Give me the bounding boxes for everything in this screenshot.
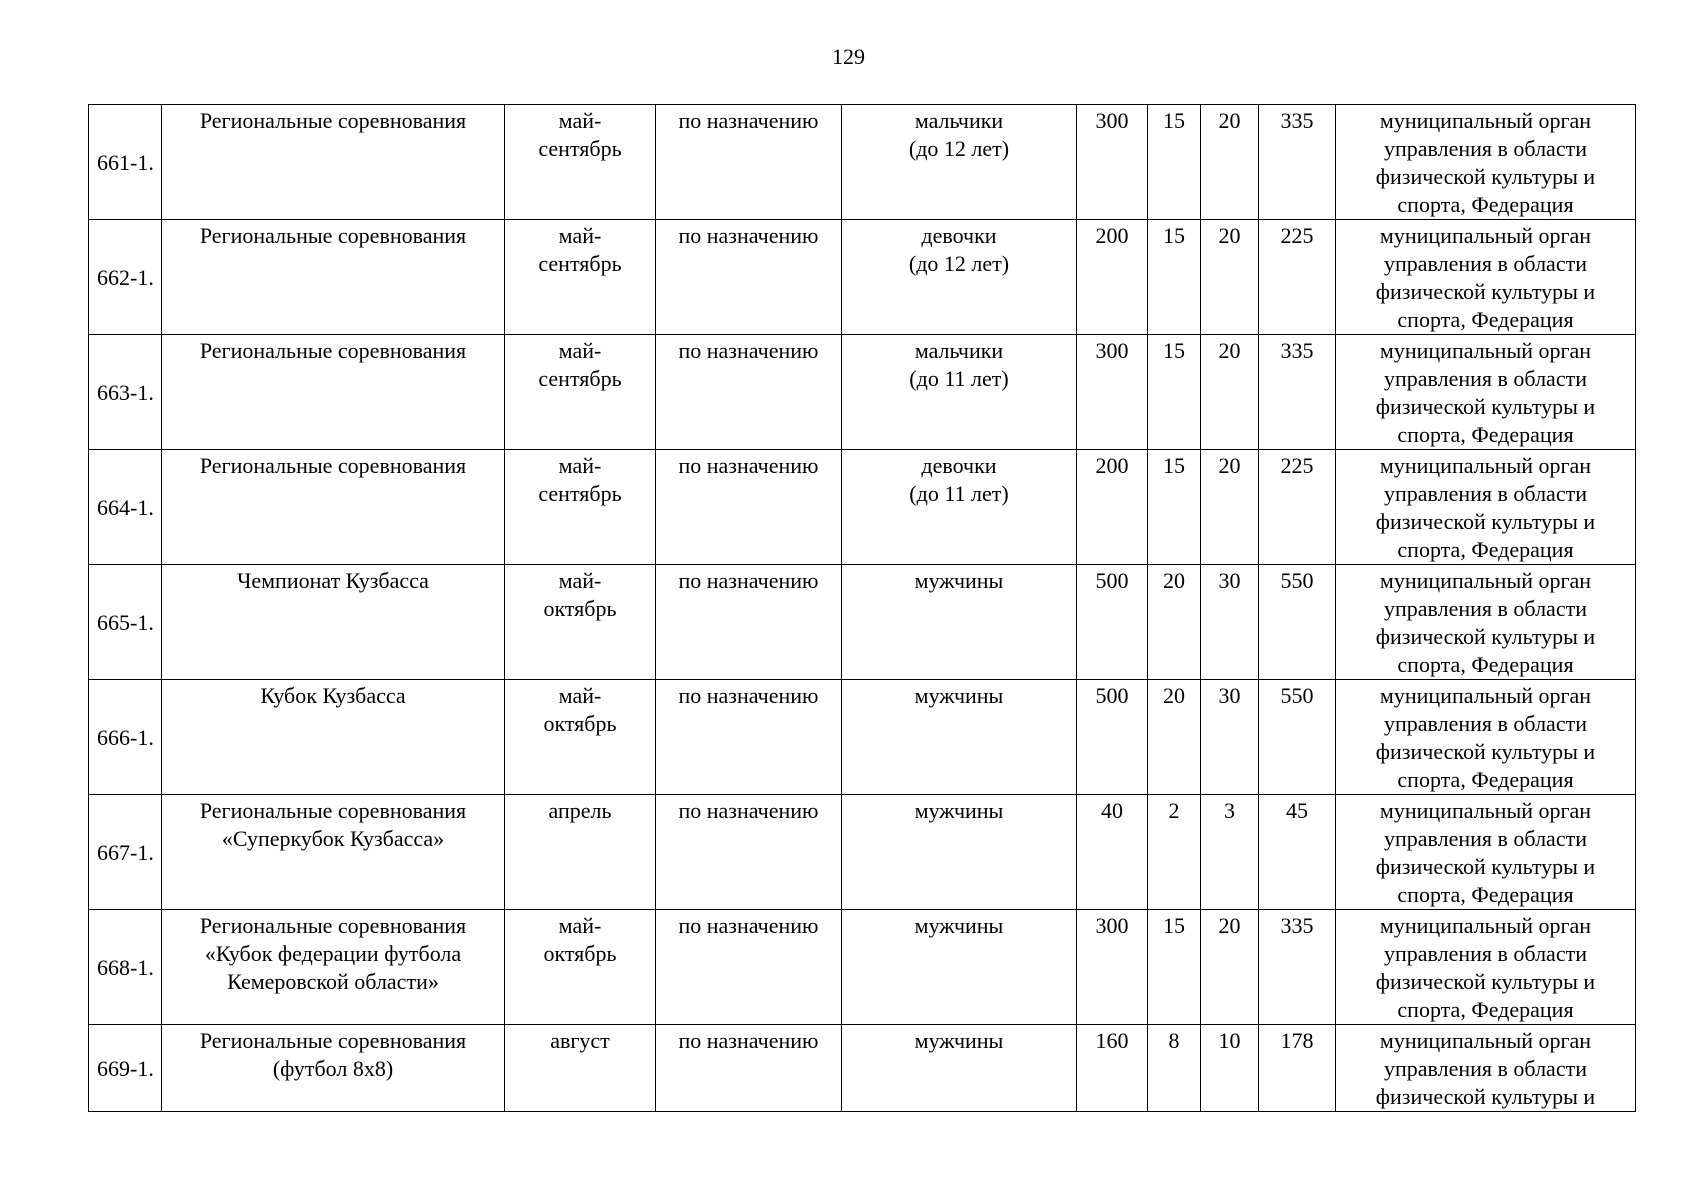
event-name-cell bbox=[162, 1025, 505, 1112]
organizer-line: физической культуры и bbox=[1375, 1084, 1596, 1109]
event-period-cell bbox=[505, 105, 656, 220]
event-period-line: май- bbox=[558, 338, 602, 363]
participant-group-line: (до 11 лет) bbox=[909, 366, 1009, 391]
count-coaches-cell: 15 bbox=[1148, 335, 1201, 450]
participant-group-cell bbox=[842, 220, 1077, 335]
event-period-cell bbox=[505, 795, 656, 910]
participant-group-cell bbox=[842, 910, 1077, 1025]
participant-group-cell bbox=[842, 335, 1077, 450]
event-name-cell bbox=[162, 565, 505, 680]
count-total-cell: 45 bbox=[1259, 795, 1336, 910]
event-period-line: май- bbox=[558, 108, 602, 133]
organizer-cell bbox=[1336, 910, 1636, 1025]
count-total-cell: 550 bbox=[1259, 565, 1336, 680]
event-name-cell bbox=[162, 450, 505, 565]
count-coaches-cell: 15 bbox=[1148, 105, 1201, 220]
count-participants-cell: 500 bbox=[1077, 680, 1148, 795]
event-period-cell bbox=[505, 1025, 656, 1112]
organizer-line: спорта, Федерация bbox=[1397, 767, 1574, 792]
event-period-cell bbox=[505, 565, 656, 680]
event-period-line: октябрь bbox=[543, 941, 617, 966]
organizer-line: спорта, Федерация bbox=[1397, 307, 1574, 332]
count-participants-cell: 300 bbox=[1077, 335, 1148, 450]
organizer-line: управления в области bbox=[1384, 481, 1587, 506]
organizer-cell bbox=[1336, 565, 1636, 680]
organizer-line: управления в области bbox=[1384, 366, 1587, 391]
event-period-line: апрель bbox=[548, 798, 612, 823]
count-coaches-cell: 15 bbox=[1148, 220, 1201, 335]
participant-group-line: мужчины bbox=[914, 798, 1004, 823]
organizer-line: спорта, Федерация bbox=[1397, 192, 1574, 217]
organizer-line: управления в области bbox=[1384, 711, 1587, 736]
organizer-line: муниципальный орган bbox=[1379, 683, 1592, 708]
count-coaches-cell: 15 bbox=[1148, 450, 1201, 565]
table-row bbox=[89, 220, 1636, 335]
organizer-line: муниципальный орган bbox=[1379, 338, 1592, 363]
organizer-line: физической культуры и bbox=[1375, 394, 1596, 419]
organizer-cell bbox=[1336, 795, 1636, 910]
organizer-cell bbox=[1336, 450, 1636, 565]
event-period-line: май- bbox=[558, 683, 602, 708]
organizer-cell bbox=[1336, 220, 1636, 335]
participant-group-cell bbox=[842, 795, 1077, 910]
count-participants-cell: 200 bbox=[1077, 450, 1148, 565]
row-number-cell: 665-1. bbox=[89, 565, 162, 680]
event-name-line: Кубок Кузбасса bbox=[260, 683, 406, 708]
organizer-cell bbox=[1336, 105, 1636, 220]
organizer-line: спорта, Федерация bbox=[1397, 652, 1574, 677]
participant-group-line: мужчины bbox=[914, 683, 1004, 708]
event-venue-cell: по назначению bbox=[656, 220, 842, 335]
count-judges-cell: 20 bbox=[1201, 105, 1259, 220]
participant-group-line: (до 11 лет) bbox=[909, 481, 1009, 506]
event-name-line: «Суперкубок Кузбасса» bbox=[221, 826, 445, 851]
event-name-line: Кемеровской области» bbox=[227, 969, 439, 994]
organizer-line: спорта, Федерация bbox=[1397, 882, 1574, 907]
organizer-line: физической культуры и bbox=[1375, 509, 1596, 534]
organizer-line: физической культуры и bbox=[1375, 279, 1596, 304]
event-name-cell bbox=[162, 910, 505, 1025]
count-coaches-cell: 8 bbox=[1148, 1025, 1201, 1112]
event-name-line: Региональные соревнования bbox=[199, 1028, 467, 1053]
organizer-line: управления в области bbox=[1384, 136, 1587, 161]
table-body bbox=[89, 105, 1636, 1112]
event-venue-cell: по назначению bbox=[656, 1025, 842, 1112]
table-row bbox=[89, 680, 1636, 795]
count-participants-cell: 500 bbox=[1077, 565, 1148, 680]
event-venue-cell: по назначению bbox=[656, 105, 842, 220]
organizer-line: муниципальный орган bbox=[1379, 568, 1592, 593]
event-venue-cell: по назначению bbox=[656, 335, 842, 450]
count-total-cell: 225 bbox=[1259, 220, 1336, 335]
row-number-cell: 668-1. bbox=[89, 910, 162, 1025]
organizer-line: муниципальный орган bbox=[1379, 108, 1592, 133]
event-venue-cell: по назначению bbox=[656, 910, 842, 1025]
participant-group-cell bbox=[842, 105, 1077, 220]
count-judges-cell: 30 bbox=[1201, 680, 1259, 795]
count-total-cell: 335 bbox=[1259, 335, 1336, 450]
event-period-line: сентябрь bbox=[538, 251, 622, 276]
event-venue-cell: по назначению bbox=[656, 795, 842, 910]
event-period-line: май- bbox=[558, 913, 602, 938]
organizer-line: физической культуры и bbox=[1375, 739, 1596, 764]
table-row bbox=[89, 450, 1636, 565]
count-coaches-cell: 20 bbox=[1148, 680, 1201, 795]
event-name-cell bbox=[162, 680, 505, 795]
count-judges-cell: 20 bbox=[1201, 910, 1259, 1025]
participant-group-line: (до 12 лет) bbox=[908, 136, 1010, 161]
event-name-cell bbox=[162, 220, 505, 335]
participant-group-line: (до 12 лет) bbox=[908, 251, 1010, 276]
event-period-line: сентябрь bbox=[538, 366, 622, 391]
count-judges-cell: 10 bbox=[1201, 1025, 1259, 1112]
event-period-cell bbox=[505, 680, 656, 795]
event-period-line: сентябрь bbox=[538, 136, 622, 161]
count-coaches-cell: 20 bbox=[1148, 565, 1201, 680]
row-number-cell: 669-1. bbox=[89, 1025, 162, 1112]
count-coaches-cell: 2 bbox=[1148, 795, 1201, 910]
table-row bbox=[89, 565, 1636, 680]
participant-group-cell bbox=[842, 680, 1077, 795]
event-period-line: август bbox=[550, 1028, 610, 1053]
organizer-line: управления в области bbox=[1384, 251, 1587, 276]
count-coaches-cell: 15 bbox=[1148, 910, 1201, 1025]
row-number-cell: 666-1. bbox=[89, 680, 162, 795]
count-participants-cell: 160 bbox=[1077, 1025, 1148, 1112]
count-total-cell: 550 bbox=[1259, 680, 1336, 795]
event-period-line: май- bbox=[558, 453, 602, 478]
organizer-line: управления в области bbox=[1384, 826, 1587, 851]
table-row bbox=[89, 1025, 1636, 1112]
count-judges-cell: 20 bbox=[1201, 220, 1259, 335]
organizer-line: управления в области bbox=[1384, 596, 1587, 621]
organizer-line: муниципальный орган bbox=[1379, 1028, 1592, 1053]
count-participants-cell: 300 bbox=[1077, 910, 1148, 1025]
organizer-line: муниципальный орган bbox=[1379, 913, 1592, 938]
event-period-cell bbox=[505, 450, 656, 565]
participant-group-cell bbox=[842, 1025, 1077, 1112]
event-name-line: Чемпионат Кузбасса bbox=[237, 568, 429, 593]
organizer-line: спорта, Федерация bbox=[1397, 997, 1574, 1022]
organizer-line: управления в области bbox=[1384, 1056, 1587, 1081]
row-number-cell: 661-1. bbox=[89, 105, 162, 220]
page-number: 129 bbox=[832, 44, 865, 69]
organizer-line: физической культуры и bbox=[1375, 164, 1596, 189]
row-number-cell: 667-1. bbox=[89, 795, 162, 910]
participant-group-line: мужчины bbox=[914, 1028, 1004, 1053]
event-name-line: Региональные соревнования bbox=[199, 798, 467, 823]
organizer-cell bbox=[1336, 335, 1636, 450]
row-number-cell: 664-1. bbox=[89, 450, 162, 565]
event-name-cell bbox=[162, 105, 505, 220]
participant-group-line: мальчики bbox=[914, 338, 1004, 363]
event-name-line: (футбол 8x8) bbox=[272, 1056, 394, 1081]
table-row bbox=[89, 335, 1636, 450]
table-row bbox=[89, 910, 1636, 1025]
row-number-cell: 663-1. bbox=[89, 335, 162, 450]
event-name-cell bbox=[162, 795, 505, 910]
event-name-line: «Кубок федерации футбола bbox=[204, 941, 462, 966]
event-venue-cell: по назначению bbox=[656, 680, 842, 795]
count-participants-cell: 200 bbox=[1077, 220, 1148, 335]
organizer-line: физической культуры и bbox=[1375, 969, 1596, 994]
organizer-line: муниципальный орган bbox=[1379, 798, 1592, 823]
count-judges-cell: 20 bbox=[1201, 335, 1259, 450]
event-name-line: Региональные соревнования bbox=[199, 453, 467, 478]
table-row bbox=[89, 105, 1636, 220]
organizer-line: физической культуры и bbox=[1375, 854, 1596, 879]
count-total-cell: 335 bbox=[1259, 105, 1336, 220]
event-venue-cell: по назначению bbox=[656, 450, 842, 565]
organizer-line: спорта, Федерация bbox=[1397, 422, 1574, 447]
event-name-line: Региональные соревнования bbox=[199, 338, 467, 363]
participant-group-line: девочки bbox=[921, 453, 997, 478]
count-judges-cell: 3 bbox=[1201, 795, 1259, 910]
event-name-line: Региональные соревнования bbox=[199, 108, 467, 133]
count-judges-cell: 30 bbox=[1201, 565, 1259, 680]
event-period-line: октябрь bbox=[543, 596, 617, 621]
event-period-cell bbox=[505, 220, 656, 335]
count-total-cell: 178 bbox=[1259, 1025, 1336, 1112]
event-name-cell bbox=[162, 335, 505, 450]
organizer-line: управления в области bbox=[1384, 941, 1587, 966]
participant-group-line: девочки bbox=[921, 223, 997, 248]
events-table bbox=[88, 104, 1636, 1112]
count-total-cell: 225 bbox=[1259, 450, 1336, 565]
participant-group-cell bbox=[842, 565, 1077, 680]
organizer-cell bbox=[1336, 1025, 1636, 1112]
participant-group-cell bbox=[842, 450, 1077, 565]
organizer-line: физической культуры и bbox=[1375, 624, 1596, 649]
count-total-cell: 335 bbox=[1259, 910, 1336, 1025]
participant-group-line: мужчины bbox=[914, 913, 1004, 938]
row-number-cell: 662-1. bbox=[89, 220, 162, 335]
participant-group-line: мальчики bbox=[914, 108, 1004, 133]
count-participants-cell: 40 bbox=[1077, 795, 1148, 910]
participant-group-line: мужчины bbox=[914, 568, 1004, 593]
organizer-cell bbox=[1336, 680, 1636, 795]
event-name-line: Региональные соревнования bbox=[199, 913, 467, 938]
count-judges-cell: 20 bbox=[1201, 450, 1259, 565]
event-period-line: сентябрь bbox=[538, 481, 622, 506]
event-venue-cell: по назначению bbox=[656, 565, 842, 680]
organizer-line: муниципальный орган bbox=[1379, 223, 1592, 248]
table-row bbox=[89, 795, 1636, 910]
event-period-cell bbox=[505, 335, 656, 450]
event-name-line: Региональные соревнования bbox=[199, 223, 467, 248]
organizer-line: муниципальный орган bbox=[1379, 453, 1592, 478]
event-period-line: май- bbox=[558, 568, 602, 593]
event-period-cell bbox=[505, 910, 656, 1025]
event-period-line: май- bbox=[558, 223, 602, 248]
count-participants-cell: 300 bbox=[1077, 105, 1148, 220]
event-period-line: октябрь bbox=[543, 711, 617, 736]
organizer-line: спорта, Федерация bbox=[1397, 537, 1574, 562]
